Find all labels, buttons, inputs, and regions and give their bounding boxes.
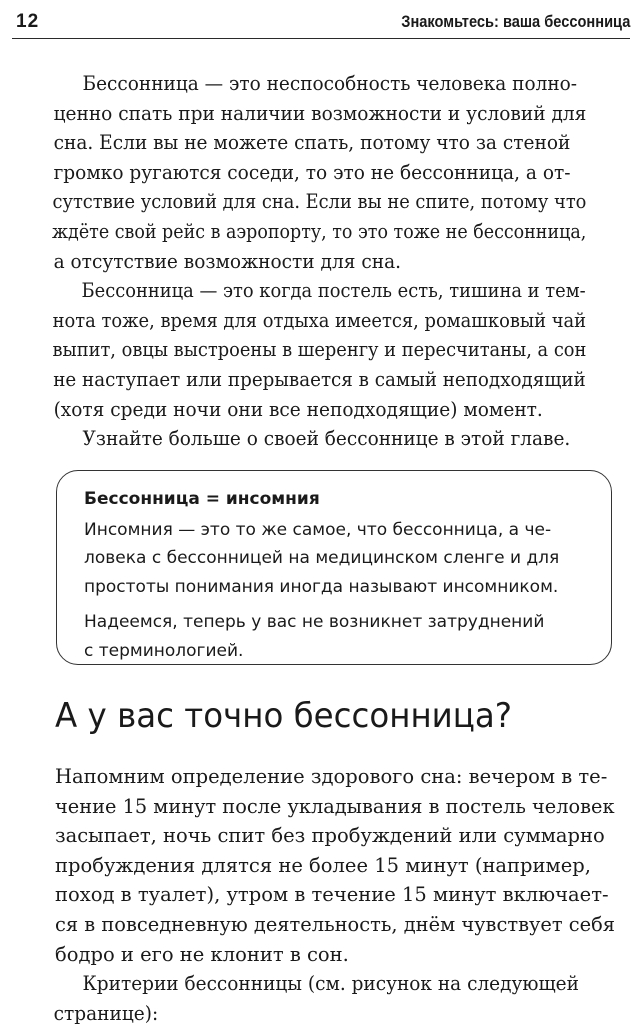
text-line: сна. Если вы не можете спать, потому что за стеной xyxy=(53,131,571,155)
section-paragraph xyxy=(55,762,615,969)
running-title: Знакомьтесь: ваша бессонница xyxy=(400,12,630,31)
text-line: Критерии бессонницы (см. рисунок на следующей xyxy=(82,972,579,996)
text-line: Надеемся, теперь у вас не возникнет затруднений xyxy=(84,612,545,632)
text-line: пробуждения длятся не более 15 минут (например, xyxy=(55,853,591,877)
sidebar-paragraph xyxy=(84,608,591,665)
text-line: Напомним определение здорового сна: вечером в те- xyxy=(55,765,608,788)
text-line: не наступает или прерывается в самый неподходящий xyxy=(53,367,586,391)
text-line: ждёте свой рейс в аэропорту, то это тоже не бессонница, xyxy=(51,219,587,243)
text-line: Узнайте больше о своей бессоннице в этой главе. xyxy=(82,427,571,451)
section-text xyxy=(55,762,615,1028)
intro-paragraph xyxy=(52,276,615,424)
running-head xyxy=(12,8,630,39)
intro-paragraph xyxy=(55,424,615,454)
sidebar-paragraph xyxy=(84,516,591,602)
text-line: Инсомния — это то же самое, что бессонница, а че- xyxy=(84,519,552,540)
text-line: громко ругаются соседи, то это не бессонница, а от- xyxy=(53,160,571,184)
page-number: 12 xyxy=(16,11,40,32)
text-line: ценно спать при наличии возможности и условий для xyxy=(53,101,587,125)
intro-text xyxy=(51,69,615,454)
text-line: поход в туалет), утром в течение 15 минут включает- xyxy=(55,883,609,907)
text-line: а отсутствие возможности для сна. xyxy=(53,249,402,273)
text-line: ловека с бессонницей на медицинском сленге и для xyxy=(84,548,560,568)
text-line: Бессонница — это когда постель есть, тишина и тем- xyxy=(81,279,586,303)
text-line: Бессонница — это неспособность человека полно- xyxy=(82,72,578,95)
text-line: чение 15 минут после укладывания в постель человек xyxy=(55,794,615,818)
text-line: ся в повседневную деятельность, днём чувствует себя xyxy=(55,912,616,936)
text-line: с терминологией. xyxy=(84,640,244,661)
text-line: странице): xyxy=(53,1001,159,1025)
text-line: сутствие условий для сна. Если вы не спите, потому что xyxy=(52,190,587,214)
text-line: бодро и его не клонит в сон. xyxy=(55,942,349,966)
section-paragraph xyxy=(55,969,615,1028)
section-heading: А у вас точно бессонница? xyxy=(55,696,513,736)
intro-paragraph xyxy=(51,69,615,276)
text-line: (хотя среди ночи они все неподходящие) момент. xyxy=(53,397,543,421)
text-line: нота тоже, время для отдыха имеется, ромашковый чай xyxy=(52,308,587,332)
text-line: выпит, овцы выстроены в шеренгу и пересчитаны, а сон xyxy=(52,338,587,362)
text-line: засыпает, ночь спит без пробуждений или суммарно xyxy=(55,824,605,848)
definition-sidebar xyxy=(56,470,612,665)
text-line: простоты понимания иногда называют инсомником. xyxy=(84,576,559,597)
sidebar-title: Бессонница = инсомния xyxy=(84,489,320,509)
